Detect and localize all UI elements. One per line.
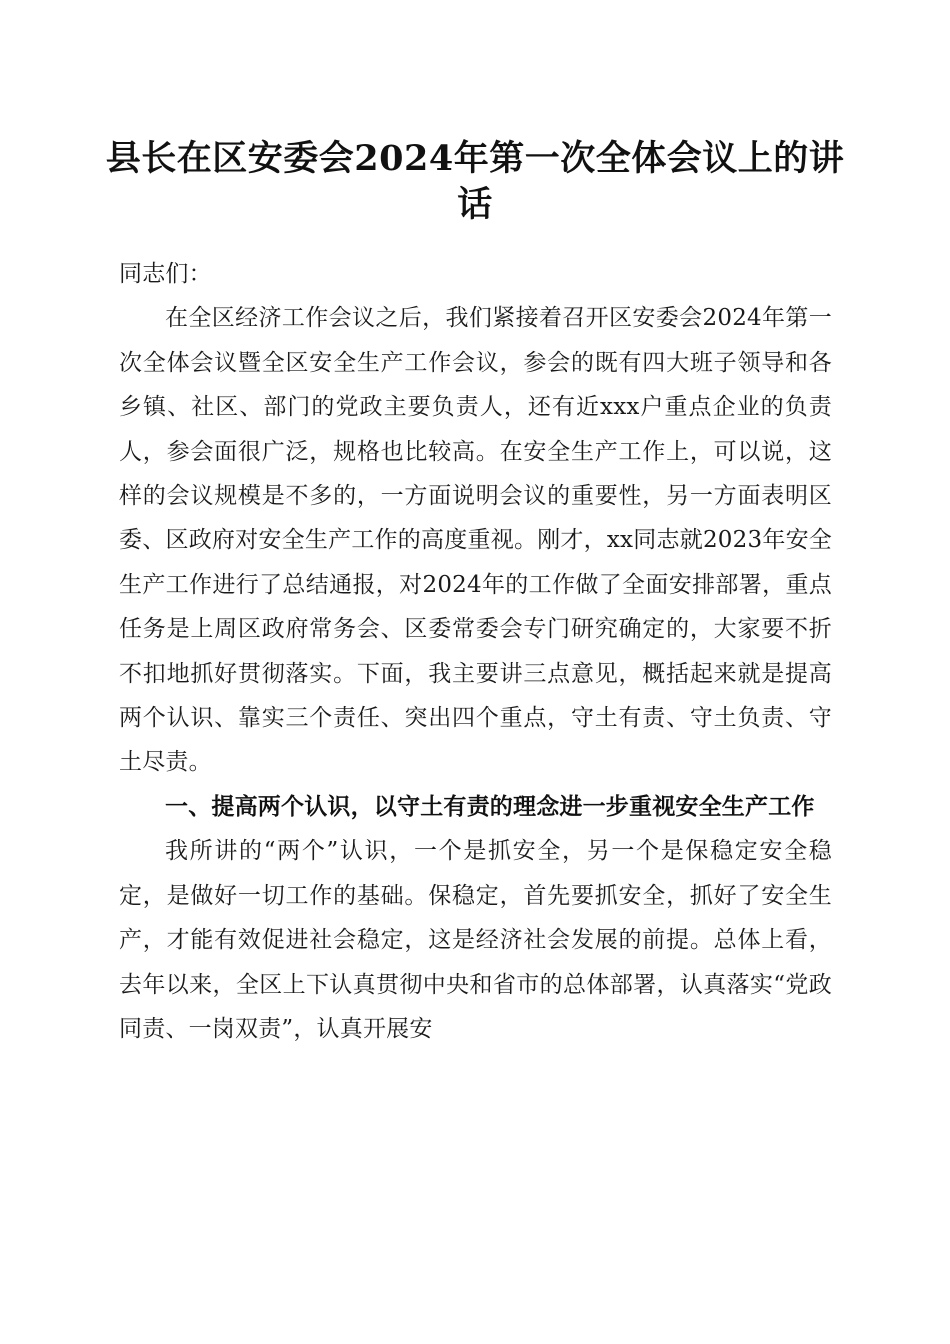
document-body (119, 252, 832, 1051)
intro-paragraph: 在全区经济工作会议之后，我们紧接着召开区安委会2024年第一次全体会议暨全区安全生产工作会议，参会的既有四大班子领导和各乡镇、社区、部门的党政主要负责人，还有近xxx户重点企业的负责人，参会面很广泛，规格也比较高。在安全生产工作上，可以说，这样的会议规模是不多的，一方面说明会议的重要性，另一方面表明区委、区政府对安全生产工作的高度重视。刚才，xx同志就2023年安全生产工作进行了总结通报，对2024年的工作做了全面安排部署，重点任务是上周区政府常务会、区委常委会专门研究确定的，大家要不折不扣地抓好贯彻落实。下面，我主要讲三点意见，概括起来就是提高两个认识、靠实三个责任、突出四个重点，守土有责、守土负责、守土尽责。 (119, 305, 832, 776)
document-title: 县长在区安委会2024年第一次全体会议上的讲话 (105, 138, 845, 225)
section-1-heading: 一、提高两个认识，以守土有责的理念进一步重视安全生产工作 (165, 793, 815, 820)
section-1-paragraph: 我所讲的“两个”认识，一个是抓安全，另一个是保稳定安全稳定，是做好一切工作的基础。保稳定，首先要抓安全，抓好了安全生产，才能有效促进社会稳定，这是经济社会发展的前提。总体上看，去年以来，全区上下认真贯彻中央和省市的总体部署，认真落实“党政同责、一岗双责”，认真开展安 (119, 838, 832, 1042)
salutation: 同志们： (119, 261, 212, 287)
